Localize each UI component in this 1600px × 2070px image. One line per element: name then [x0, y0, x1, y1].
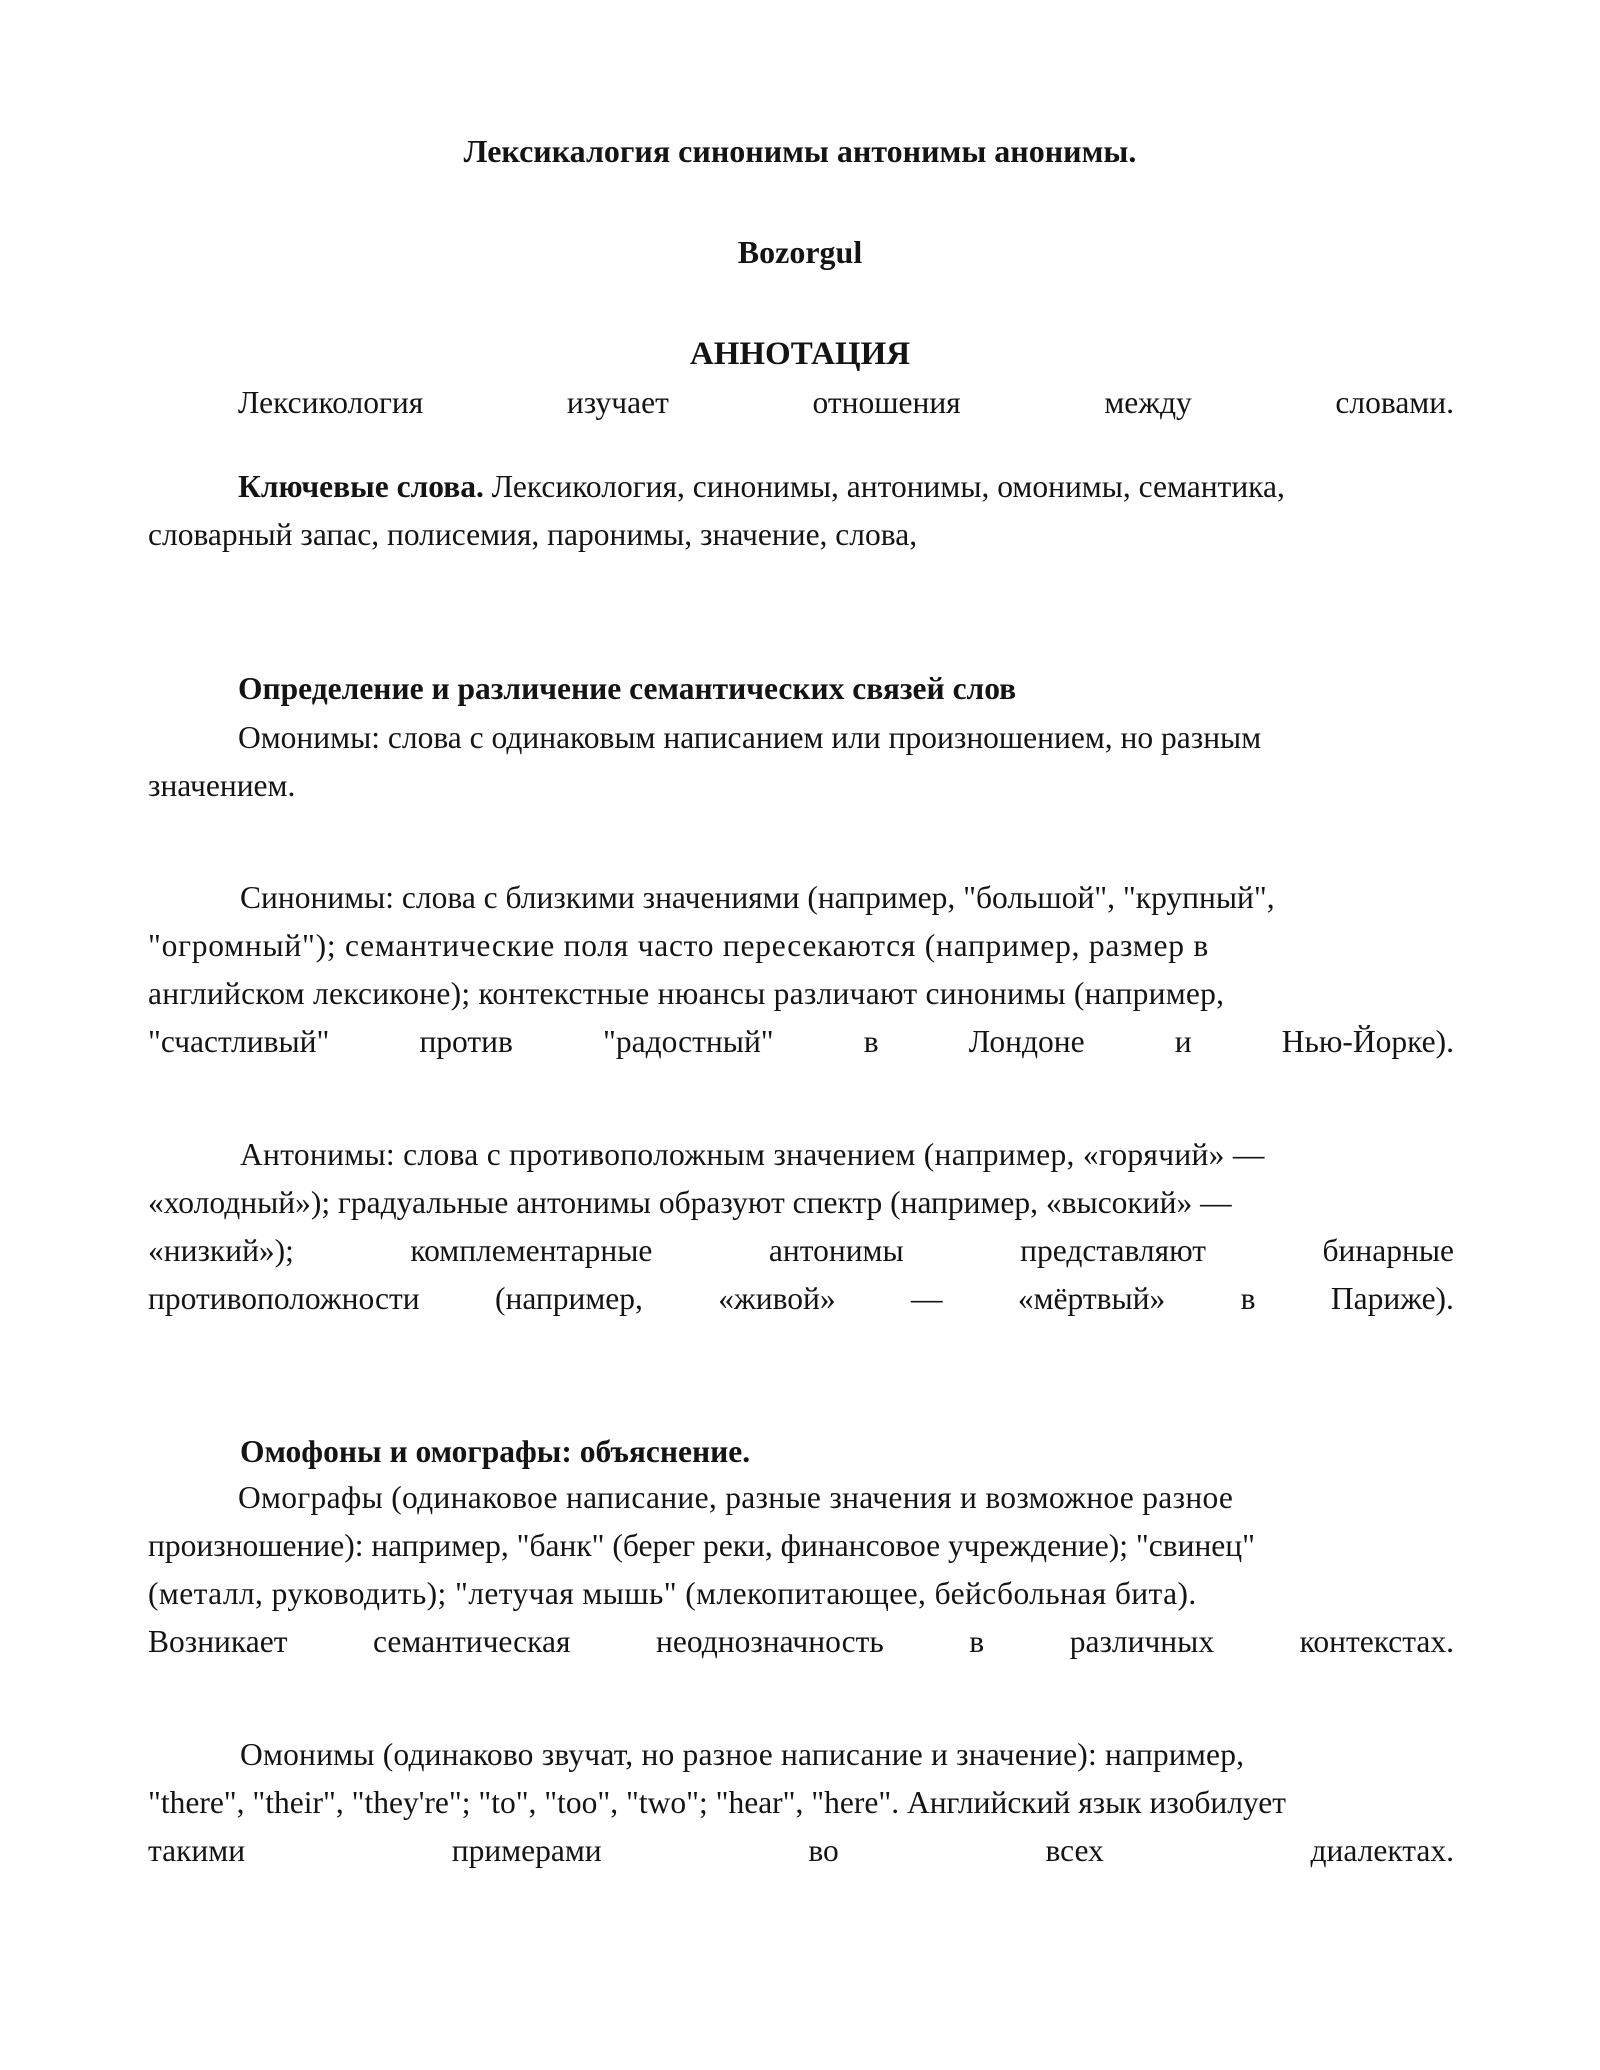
homographs-word: семантическая: [373, 1624, 571, 1659]
antonyms-word: —: [911, 1281, 943, 1316]
homographs-word: Возникает: [148, 1624, 288, 1659]
synonyms-line-3: английском лексиконе); контекстные нюансы различают синонимы (например,: [148, 976, 1225, 1011]
homonyms2-line-3: [148, 1827, 1454, 1875]
antonyms-word: в: [1240, 1281, 1256, 1316]
antonyms-line-2: «холодный»); градуальные антонимы образуют спектр (например, «высокий» —: [148, 1185, 1232, 1220]
section-heading-homophones: Омофоны и омографы: объяснение.: [240, 1434, 751, 1469]
homonyms2-word: примерами: [451, 1833, 602, 1868]
antonyms-word: «мёртвый»: [1017, 1281, 1166, 1316]
keywords-line-1: [238, 463, 1285, 511]
annotation-word: между: [1104, 385, 1192, 420]
homographs-word: контекстах.: [1299, 1624, 1454, 1659]
homonyms2-word: всех: [1045, 1833, 1104, 1868]
antonyms-word: комплементарные: [410, 1233, 653, 1268]
annotation-word: изучает: [566, 385, 669, 420]
annotation-word: отношения: [812, 385, 961, 420]
antonyms-word: (например,: [494, 1281, 643, 1316]
synonyms-word: в: [863, 1024, 879, 1059]
antonyms-line-4: [148, 1275, 1454, 1323]
homographs-line-4: [148, 1618, 1454, 1666]
synonyms-word: "радостный": [603, 1024, 774, 1059]
antonyms-word: представляют: [1020, 1233, 1207, 1268]
synonyms-word: "счастливый": [148, 1024, 330, 1059]
synonyms-word: Нью-Йорке).: [1281, 1024, 1454, 1059]
homographs-line-2: произношение): например, "банк" (берег реки, финансовое учреждение); "свинец": [148, 1528, 1256, 1563]
antonyms-line-1: Антонимы: слова с противоположным значением (например, «горячий» —: [240, 1137, 1265, 1172]
homographs-word: различных: [1069, 1624, 1215, 1659]
homonyms2-line-1: Омонимы (одинаково звучат, но разное написание и значение): например,: [240, 1737, 1245, 1772]
antonyms-line-3: [148, 1227, 1454, 1275]
keywords-list: Лексикология, синонимы, антонимы, омонимы, семантика,: [483, 469, 1285, 504]
homonyms2-word: во: [808, 1833, 839, 1868]
homonyms-line-2: значением.: [148, 768, 296, 803]
homographs-word: в: [969, 1624, 985, 1659]
synonyms-line-4: [148, 1018, 1454, 1066]
antonyms-word: бинарные: [1322, 1233, 1454, 1268]
antonyms-word: «низкий»);: [148, 1233, 294, 1268]
homographs-word: неоднозначность: [656, 1624, 884, 1659]
synonyms-line-1: Синонимы: слова с близкими значениями (например, "большой", "крупный",: [240, 880, 1275, 915]
homonyms2-word: диалектах.: [1310, 1833, 1454, 1868]
author-name: Bozorgul: [737, 234, 863, 270]
annotation-heading: АННОТАЦИЯ: [689, 336, 911, 372]
section-heading-semantic-relations: Определение и различение семантических связей слов: [238, 671, 1017, 706]
synonyms-word: и: [1174, 1024, 1192, 1059]
homonyms-line-1: Омонимы: слова с одинаковым написанием или произношением, но разным: [238, 720, 1262, 755]
homographs-line-3: (металл, руководить); "летучая мышь" (млекопитающее, бейсбольная бита).: [148, 1576, 1197, 1611]
synonyms-word: против: [419, 1024, 513, 1059]
homonyms2-line-2: "there", "their", "they're"; "to", "too", "two"; "hear", "here". Английский язык изобилует: [148, 1785, 1287, 1820]
keywords-label: Ключевые слова.: [238, 469, 484, 504]
annotation-word: Лексикология: [238, 385, 424, 420]
document-title: Лексикалогия синонимы антонимы анонимы.: [463, 133, 1137, 169]
antonyms-word: Париже).: [1330, 1281, 1454, 1316]
antonyms-word: противоположности: [148, 1281, 420, 1316]
antonyms-word: «живой»: [718, 1281, 836, 1316]
homographs-line-1: Омографы (одинаковое написание, разные значения и возможное разное: [238, 1480, 1234, 1515]
keywords-line-2: словарный запас, полисемия, паронимы, значение, слова,: [148, 517, 918, 552]
homonyms2-word: такими: [148, 1833, 246, 1868]
annotation-word: словами.: [1335, 385, 1454, 420]
antonyms-word: антонимы: [768, 1233, 904, 1268]
synonyms-line-2: "огромный"); семантические поля часто пересекаются (например, размер в: [148, 928, 1209, 963]
synonyms-word: Лондоне: [968, 1024, 1085, 1059]
annotation-text: [238, 379, 1454, 427]
